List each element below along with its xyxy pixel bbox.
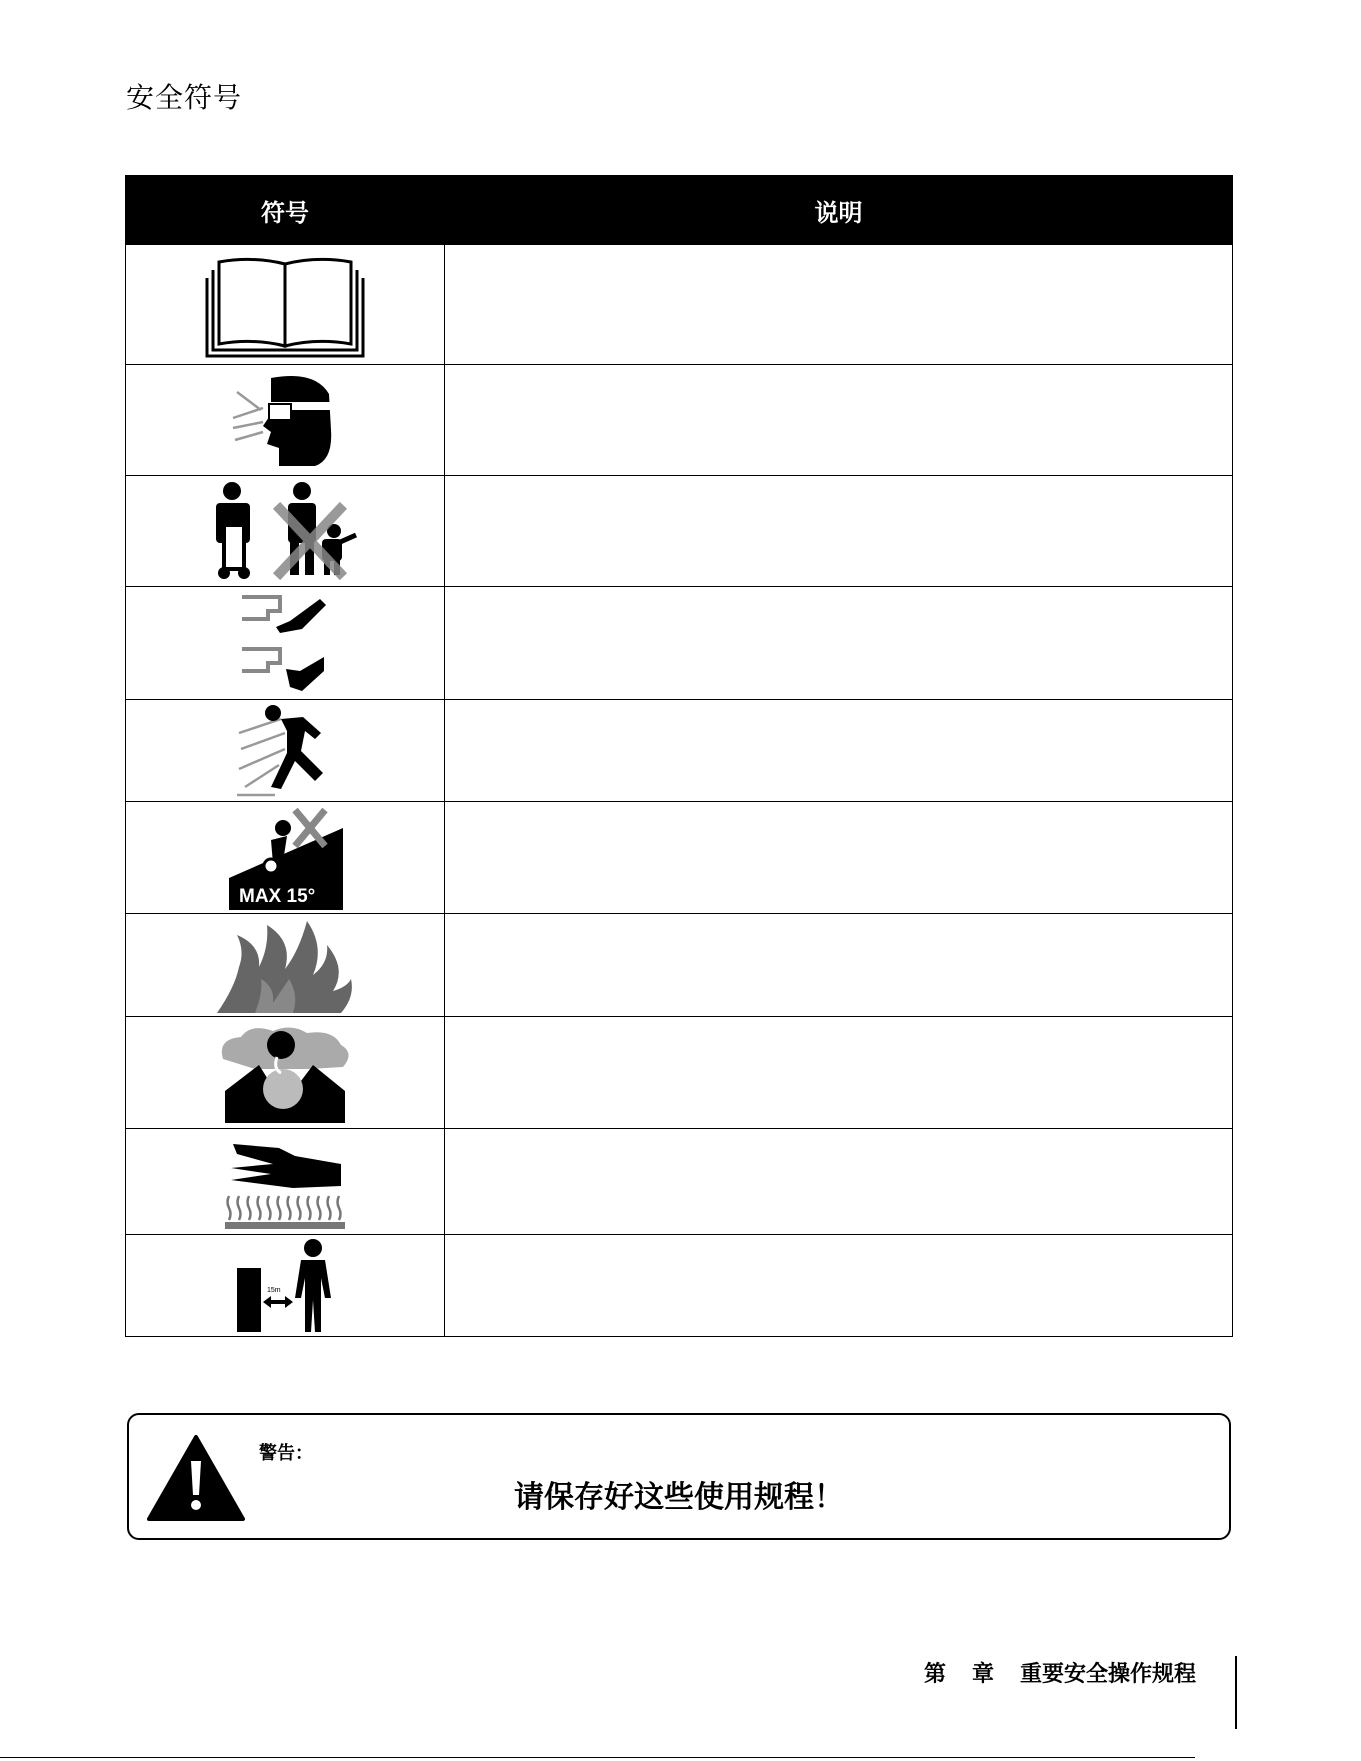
symbol-cell [126, 365, 445, 476]
read-manual-icon [203, 250, 367, 360]
description-cell [445, 1235, 1233, 1337]
warning-message: 请保存好这些使用规程！ [514, 1480, 844, 1515]
description-cell [445, 1017, 1233, 1129]
description-cell [445, 365, 1233, 476]
footer-section: 重要安全操作规程 [1019, 1662, 1196, 1687]
footer-divider [1235, 1656, 1237, 1729]
table-row [126, 365, 1233, 476]
symbol-cell [126, 700, 445, 802]
page-footer [898, 1657, 1196, 1688]
safety-symbols-table [125, 175, 1233, 1337]
distance-label: 15m [267, 1286, 281, 1294]
description-cell [445, 700, 1233, 802]
table-row [126, 1017, 1233, 1129]
description-cell [445, 802, 1233, 914]
symbol-cell [126, 1235, 445, 1337]
table-row [126, 1235, 1233, 1337]
safe-distance-icon [235, 1238, 335, 1334]
hand-foot-blade-hazard-icon [240, 591, 330, 695]
footer-chapter: 第 [923, 1662, 946, 1687]
symbol-cell [126, 245, 445, 365]
hot-surface-icon [223, 1134, 347, 1230]
thrown-objects-icon [235, 703, 335, 799]
description-column-header: 说明 [445, 176, 1233, 245]
symbol-cell [126, 914, 445, 1017]
table-row [126, 802, 1233, 914]
slope-max-15-icon [225, 806, 345, 910]
eye-protection-icon [225, 370, 345, 470]
fire-hazard-icon [215, 917, 355, 1013]
description-cell [445, 1129, 1233, 1235]
description-cell [445, 245, 1233, 365]
keep-children-away-icon [210, 481, 360, 581]
symbol-cell [126, 476, 445, 587]
table-row [126, 1129, 1233, 1235]
slope-limit-label: MAX 15° [239, 885, 316, 907]
table-row [126, 914, 1233, 1017]
table-row [126, 700, 1233, 802]
page-title: 安全符号 [126, 81, 243, 114]
toxic-fumes-icon [215, 1023, 355, 1123]
description-cell [445, 914, 1233, 1017]
symbol-column-header: 符号 [126, 176, 445, 245]
table-row [126, 476, 1233, 587]
description-cell [445, 587, 1233, 700]
bottom-divider [0, 1757, 1195, 1758]
symbol-cell [126, 587, 445, 700]
warning-label: 警告： [259, 1443, 313, 1464]
symbol-cell [126, 1129, 445, 1235]
footer-chapter-unit: 章 [971, 1662, 994, 1687]
description-cell [445, 476, 1233, 587]
table-row [126, 587, 1233, 700]
table-header-row [126, 176, 1233, 245]
symbol-cell [126, 802, 445, 914]
symbol-cell [126, 1017, 445, 1129]
table-row [126, 245, 1233, 365]
warning-box [127, 1413, 1231, 1540]
